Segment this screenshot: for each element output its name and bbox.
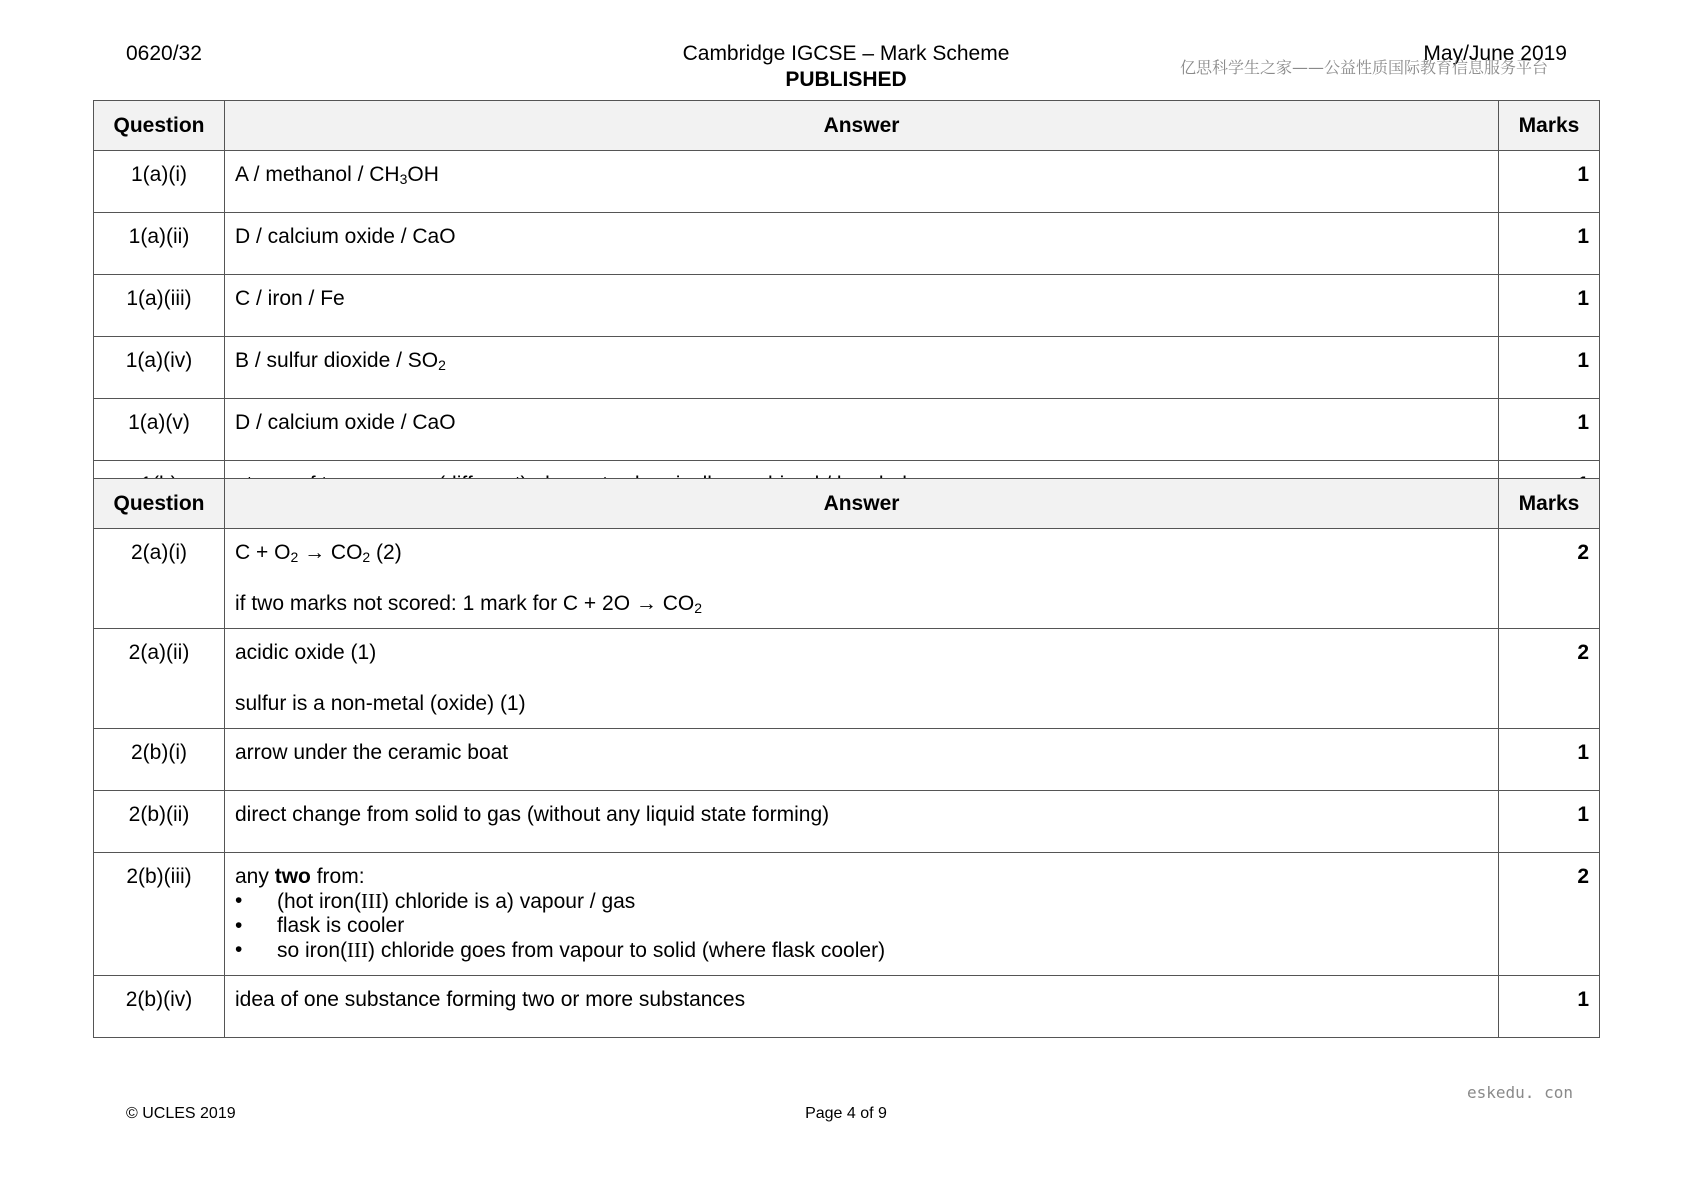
question-cell: 2(b)(i) <box>94 729 225 791</box>
marks-cell: 1 <box>1499 275 1600 337</box>
question-column-header: Question <box>94 479 225 529</box>
answer-cell: arrow under the ceramic boat <box>225 729 1499 791</box>
subscript: 2 <box>438 357 446 373</box>
answer-cell <box>225 529 1499 629</box>
answer-text: flask is cooler <box>277 914 405 937</box>
list-item <box>235 938 1488 963</box>
answer-line: sulfur is a non-metal (oxide) (1) <box>235 692 526 715</box>
answer-text: if two marks not scored: 1 mark for C + 2O → CO <box>235 592 695 615</box>
answer-text: OH <box>407 163 439 186</box>
watermark-text: 亿思科学生之家——公益性质国际教育信息服务平台 <box>1180 58 1549 77</box>
answer-cell <box>225 629 1499 729</box>
exam-session: May/June 2019 <box>1423 42 1567 65</box>
mark-scheme-table-2 <box>93 478 1600 1038</box>
question-cell: 2(b)(iv) <box>94 976 225 1038</box>
question-cell: 2(b)(ii) <box>94 791 225 853</box>
subscript: 3 <box>399 171 408 187</box>
answer-cell: C / iron / Fe <box>225 275 1499 337</box>
answer-text: ) chloride is a) vapour / gas <box>382 890 636 913</box>
answer-text: so iron( <box>277 939 348 962</box>
answer-cell: D / calcium oxide / CaO <box>225 213 1499 275</box>
bullet-icon: • <box>235 938 243 961</box>
answer-text: (hot iron( <box>277 890 362 913</box>
table-row <box>94 399 1600 461</box>
table-header-row <box>94 101 1600 151</box>
marks-cell: 1 <box>1499 151 1600 213</box>
bullet-icon: • <box>235 889 243 912</box>
bullet-list <box>235 889 1488 963</box>
roman-numeral: III <box>347 938 369 962</box>
published-label: PUBLISHED <box>785 68 907 91</box>
table-row <box>94 275 1600 337</box>
answer-cell <box>225 337 1499 399</box>
copyright-text: © UCLES 2019 <box>126 1105 236 1122</box>
table-header-row <box>94 479 1600 529</box>
roman-numeral: III <box>361 889 383 913</box>
answer-line <box>235 592 1488 616</box>
answer-text: A / methanol / CH <box>235 163 400 186</box>
question-cell: 1(a)(iii) <box>94 275 225 337</box>
answer-text: from: <box>310 865 365 888</box>
answer-text: → CO <box>298 541 363 564</box>
marks-cell: 1 <box>1499 976 1600 1038</box>
list-item <box>235 889 1488 914</box>
answer-cell: direct change from solid to gas (without any liquid state forming) <box>225 791 1499 853</box>
marks-cell: 2 <box>1499 629 1600 729</box>
document-code: 0620/32 <box>126 42 202 65</box>
marks-column-header: Marks <box>1499 101 1600 151</box>
marks-cell: 1 <box>1499 213 1600 275</box>
question-cell: 1(a)(i) <box>94 151 225 213</box>
answer-column-header: Answer <box>225 101 1499 151</box>
table-row <box>94 976 1600 1038</box>
question-cell: 2(a)(ii) <box>94 629 225 729</box>
answer-text: ) chloride goes from vapour to solid (where flask cooler) <box>368 939 886 962</box>
table-row <box>94 529 1600 629</box>
answer-cell <box>225 853 1499 976</box>
answer-cell: idea of one substance forming two or more substances <box>225 976 1499 1038</box>
answer-cell <box>225 151 1499 213</box>
answer-text: any <box>235 865 275 888</box>
question-cell: 1(a)(ii) <box>94 213 225 275</box>
marks-cell: 1 <box>1499 791 1600 853</box>
marks-cell: 1 <box>1499 399 1600 461</box>
answer-line <box>235 865 1488 889</box>
answer-line <box>235 541 1488 565</box>
answer-text: (2) <box>370 541 402 564</box>
marks-column-header: Marks <box>1499 479 1600 529</box>
answer-text: C + O <box>235 541 291 564</box>
question-cell: 2(a)(i) <box>94 529 225 629</box>
table-row <box>94 151 1600 213</box>
document-title: Cambridge IGCSE – Mark Scheme <box>682 42 1010 65</box>
question-column-header: Question <box>94 101 225 151</box>
table-row <box>94 629 1600 729</box>
mark-scheme-table-1 <box>93 100 1600 523</box>
marks-cell: 2 <box>1499 529 1600 629</box>
table-row <box>94 213 1600 275</box>
answer-column-header: Answer <box>225 479 1499 529</box>
question-cell: 2(b)(iii) <box>94 853 225 976</box>
subscript: 2 <box>290 549 299 565</box>
answer-text: B / sulfur dioxide / SO <box>235 349 439 372</box>
table-row <box>94 853 1600 976</box>
marks-cell: 1 <box>1499 337 1600 399</box>
page-number: Page 4 of 9 <box>805 1105 887 1122</box>
marks-cell: 1 <box>1499 729 1600 791</box>
table-row <box>94 729 1600 791</box>
site-watermark: eskedu. con <box>1467 1083 1573 1102</box>
question-cell: 1(a)(iv) <box>94 337 225 399</box>
table-row <box>94 337 1600 399</box>
subscript: 2 <box>362 549 371 565</box>
answer-line: acidic oxide (1) <box>235 641 377 664</box>
question-cell: 1(a)(v) <box>94 399 225 461</box>
list-item <box>235 914 1488 938</box>
subscript: 2 <box>694 600 703 616</box>
table-row <box>94 791 1600 853</box>
emphasis-text: two <box>274 865 311 888</box>
answer-cell: D / calcium oxide / CaO <box>225 399 1499 461</box>
bullet-icon: • <box>235 914 243 937</box>
marks-cell: 2 <box>1499 853 1600 976</box>
